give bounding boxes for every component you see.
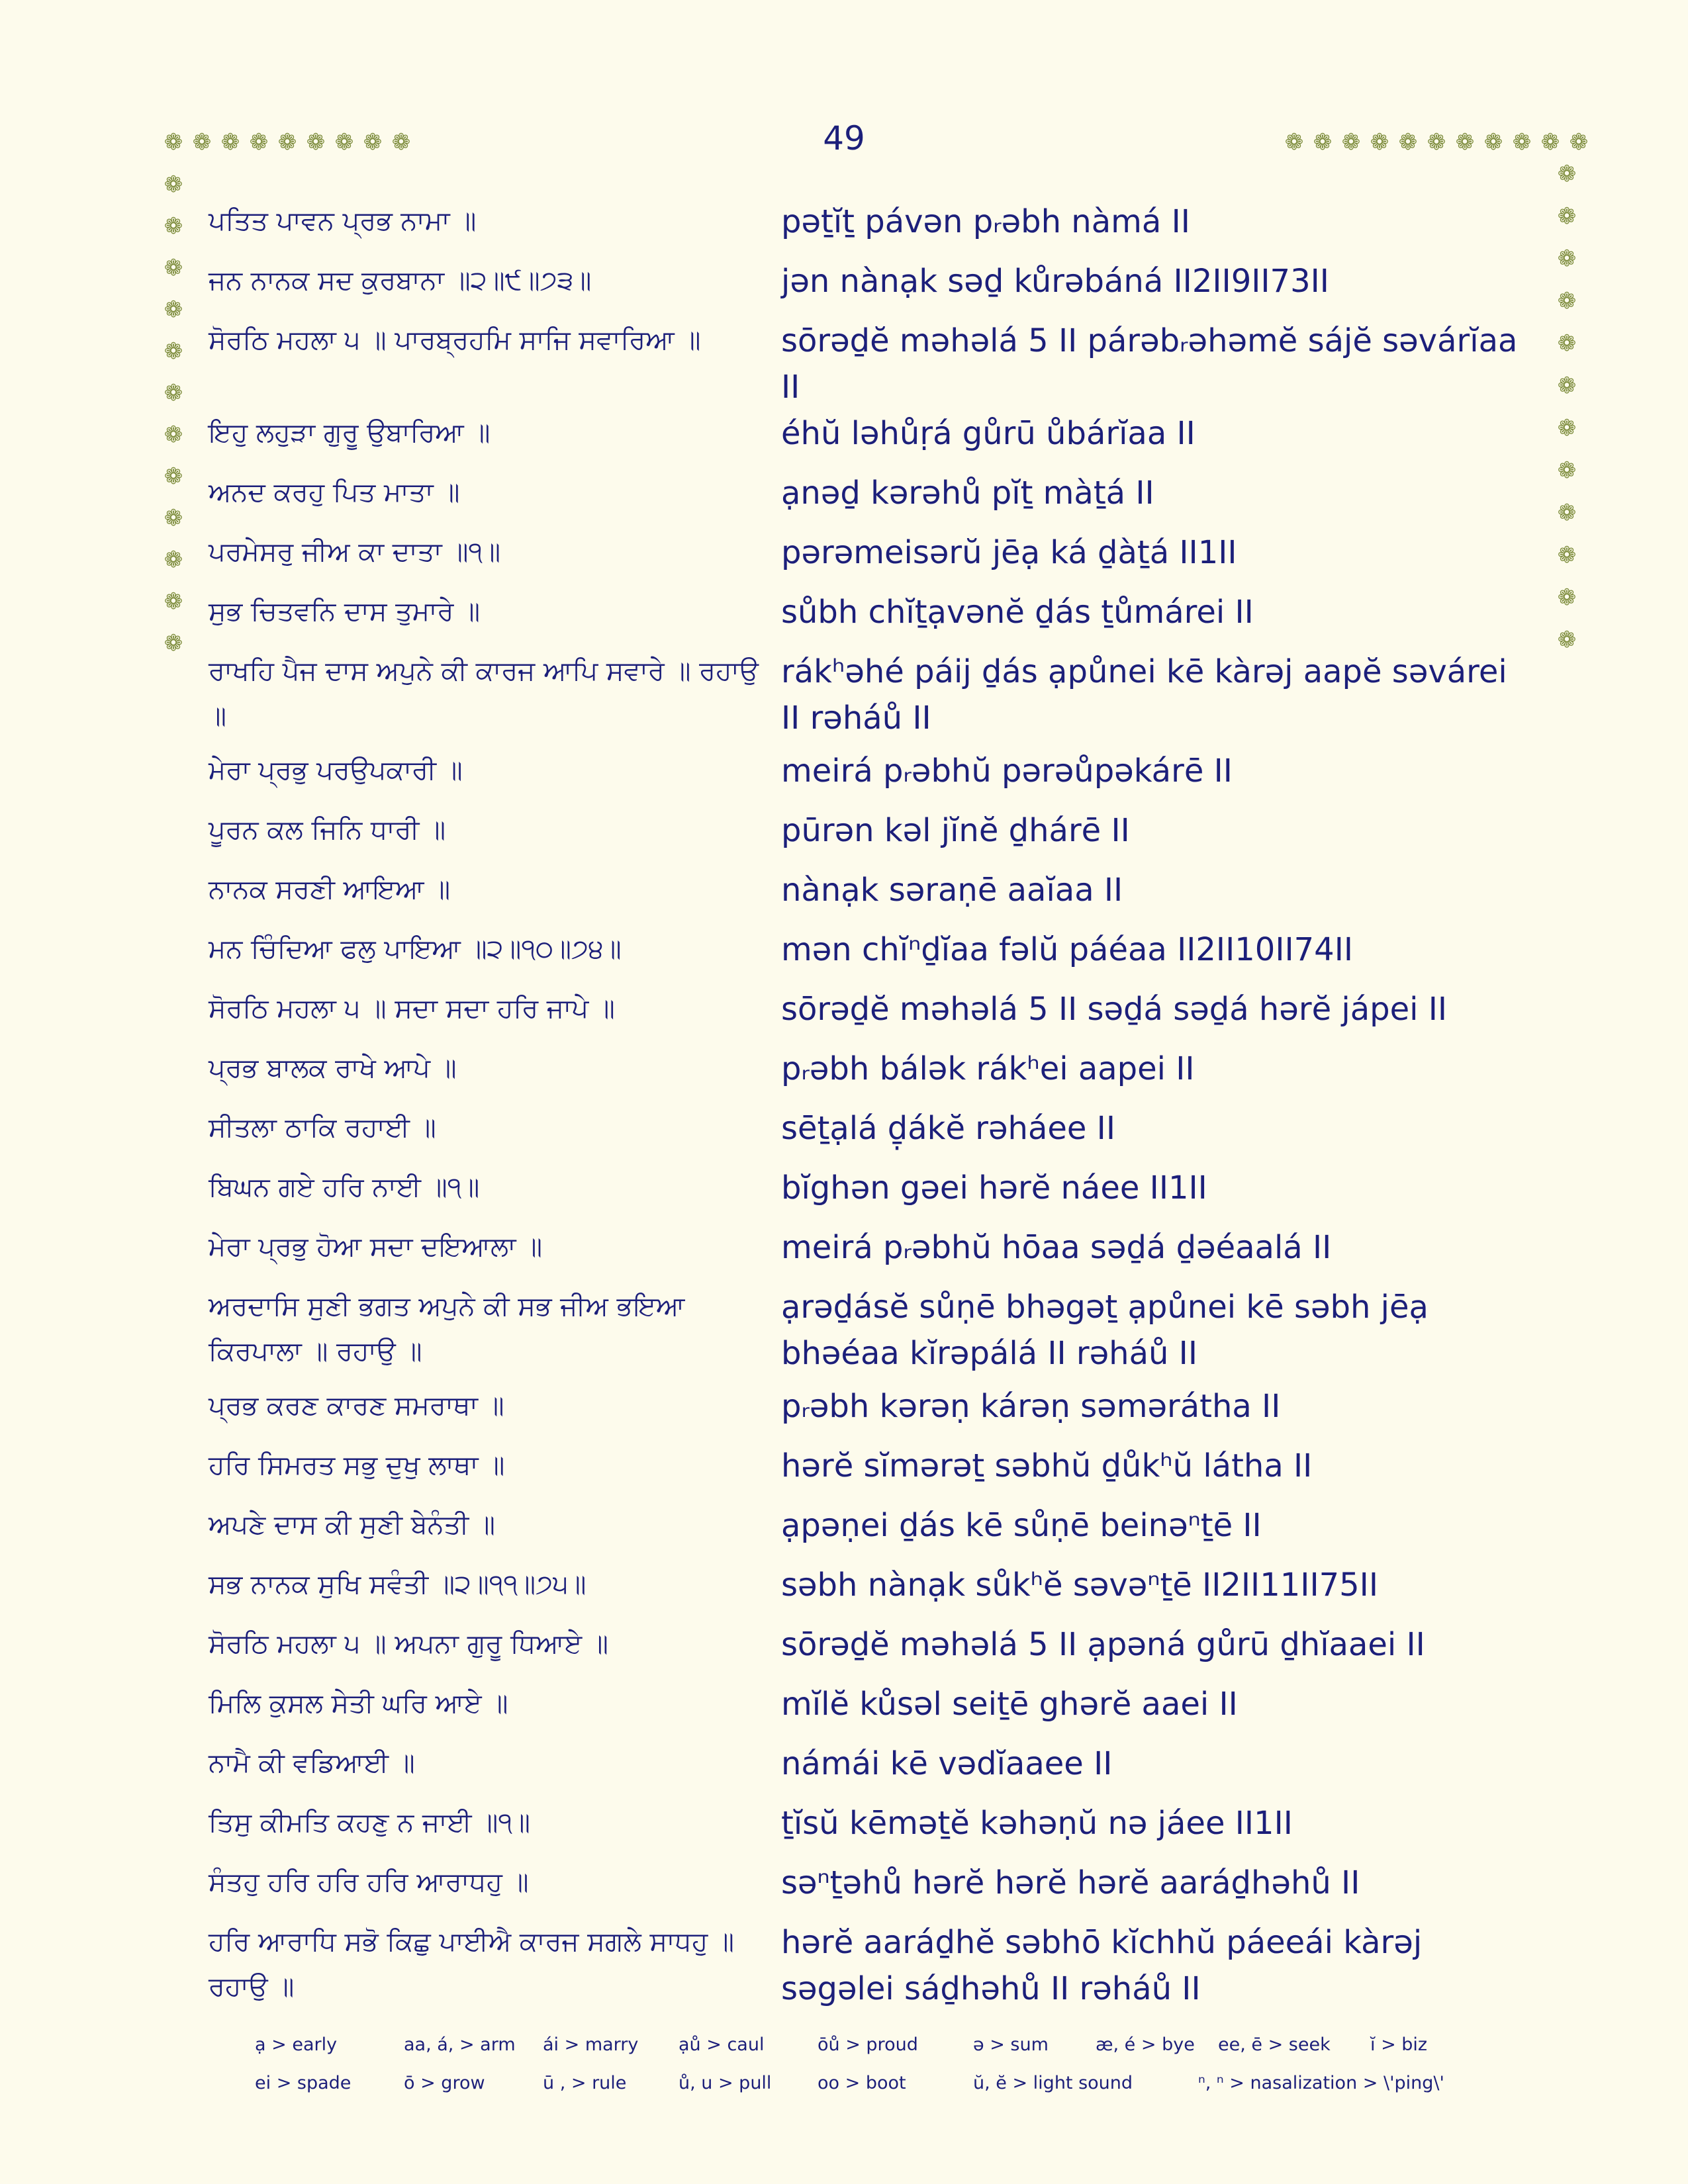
flower-ornament-icon: ❁ [1540, 129, 1560, 156]
flower-ornament-icon: ❁ [164, 213, 183, 240]
transliteration-text: səbh nànạk sůkʰĕ səvəⁿṯē II2II11II75II [781, 1567, 1378, 1604]
verse-row [209, 1502, 1539, 1562]
flower-ornament-icon: ❁ [164, 296, 183, 323]
flower-ornament-icon: ❁ [1557, 542, 1577, 569]
verse-row [209, 1741, 1539, 1800]
flower-ornament-icon: ❁ [1557, 246, 1577, 272]
flower-ornament-icon: ❁ [164, 630, 183, 657]
verse-row [209, 1046, 1539, 1105]
flower-ornament-icon: ❁ [164, 463, 183, 490]
flower-ornament-icon: ❁ [1284, 129, 1304, 156]
verse-row [209, 1105, 1539, 1165]
transliteration-text: pᵣəbh bálək rákʰei aapei II [781, 1050, 1195, 1087]
flower-ornament-icon: ❁ [249, 129, 269, 156]
gurmukhi-text: ਸੋਰਠਿ ਮਹਲਾ ੫ ॥ ਪਾਰਬ੍ਰਹਮਿ ਸਾਜਿ ਸਵਾਰਿਆ ॥ [209, 325, 701, 355]
gurmukhi-text: ਸੰਤਹੁ ਹਰਿ ਹਰਿ ਹਰਿ ਆਰਾਧਹੁ ॥ [209, 1867, 529, 1897]
ornament-column-left [162, 173, 185, 655]
verse-row [209, 1284, 1539, 1383]
flower-ornament-icon: ❁ [164, 255, 183, 281]
legend-item: ái > marry [543, 2034, 639, 2055]
transliteration-text: səⁿṯəhů hərĕ hərĕ hərĕ aaráḏhəhů II [781, 1864, 1360, 1901]
verse-row [209, 1165, 1539, 1224]
legend-item: oo > boot [818, 2072, 906, 2093]
legend-item: ei > spade [255, 2072, 352, 2093]
transliteration-text: sōrəḏĕ məhəlá 5 II párəbᵣəhəmĕ sájĕ səvárĭaa II [781, 322, 1518, 406]
flower-ornament-icon: ❁ [363, 129, 383, 156]
gurmukhi-text: ਪ੍ਰਭ ਬਾਲਕ ਰਾਖੇ ਆਪੇ ॥ [209, 1053, 457, 1083]
verse-row [209, 258, 1539, 318]
transliteration-text: meirá pᵣəbhŭ hōaa səḏá ḏəéaalá II [781, 1229, 1332, 1266]
flower-ornament-icon: ❁ [1313, 129, 1333, 156]
flower-ornament-icon: ❁ [1557, 627, 1577, 653]
verse-row [209, 199, 1539, 258]
transliteration-text: bĭghən gəei hərĕ náee II1II [781, 1169, 1207, 1206]
gurmukhi-text: ਸੀਤਲਾ ਠਾਕਿ ਰਹਾਈ ॥ [209, 1113, 436, 1143]
legend-item: ạů > caul [679, 2034, 765, 2055]
ornament-row-top-left [162, 131, 412, 154]
flower-ornament-icon: ❁ [1557, 330, 1577, 357]
verse-row [209, 807, 1539, 867]
gurmukhi-text: ਨਾਨਕ ਸਰਣੀ ਆਇਆ ॥ [209, 874, 451, 905]
verse-row [209, 1800, 1539, 1860]
gurmukhi-text: ਮੇਰਾ ਪ੍ਰਭੁ ਪਰਉਪਕਾਰੀ ॥ [209, 755, 463, 786]
gurmukhi-text: ਤਿਸੁ ਕੀਮਤਿ ਕਹਣੁ ਨ ਜਾਈ ॥੧॥ [209, 1807, 531, 1838]
flower-ornament-icon: ❁ [192, 129, 212, 156]
transliteration-text: ṯĭsŭ kēməṯĕ kəhəṇŭ nə jáee II1II [781, 1805, 1293, 1842]
verse-row [209, 1224, 1539, 1284]
transliteration-text: hərĕ aaráḏhĕ səbhō kĭchhŭ páeeái kàrəj səgəlei sáḏhəhů II rəháů II [781, 1924, 1423, 2007]
gurmukhi-text: ਇਹੁ ਲਹੁੜਾ ਗੁਰੂ ਉਬਾਰਿਆ ॥ [209, 418, 491, 448]
flower-ornament-icon: ❁ [1483, 129, 1503, 156]
legend-row [255, 2064, 1479, 2102]
flower-ornament-icon: ❁ [1557, 500, 1577, 526]
transliteration-text: ạpəṇei ḏás kē sůṇē beinəⁿṯē II [781, 1507, 1262, 1544]
flower-ornament-icon: ❁ [1557, 584, 1577, 611]
gurmukhi-text: ਸੁਭ ਚਿਤਵਨਿ ਦਾਸ ਤੁਮਾਰੇ ॥ [209, 596, 481, 627]
verse-row [209, 986, 1539, 1046]
verse-row [209, 1860, 1539, 1919]
ornament-column-right [1556, 163, 1578, 651]
verse-row [209, 529, 1539, 589]
gurmukhi-text: ਮਨ ਚਿੰਦਿਆ ਫਲੁ ਪਾਇਆ ॥੨॥੧੦॥੭੪॥ [209, 934, 622, 964]
gurmukhi-text: ਸਭ ਨਾਨਕ ਸੁਖਿ ਸਵੰਤੀ ॥੨॥੧੧॥੭੫॥ [209, 1569, 586, 1600]
flower-ornament-icon: ❁ [334, 129, 354, 156]
verse-row [209, 927, 1539, 986]
transliteration-text: pərəmeisərŭ jēạ ká ḏàṯá II1II [781, 534, 1237, 571]
verse-row [209, 410, 1539, 470]
legend-item: ee, ē > seek [1218, 2034, 1331, 2055]
verse-row [209, 470, 1539, 529]
flower-ornament-icon: ❁ [1398, 129, 1418, 156]
gurmukhi-text: ਮਿਲਿ ਕੁਸਲ ਸੇਤੀ ਘਰਿ ਆਏ ॥ [209, 1688, 508, 1719]
transliteration-text: námái kē vədĭaaee II [781, 1745, 1113, 1782]
flower-ornament-icon: ❁ [1455, 129, 1475, 156]
flower-ornament-icon: ❁ [1512, 129, 1532, 156]
flower-ornament-icon: ❁ [1370, 129, 1389, 156]
flower-ornament-icon: ❁ [164, 338, 183, 365]
verse-row [209, 589, 1539, 649]
gurmukhi-text: ਅਰਦਾਸਿ ਸੁਣੀ ਭਗਤ ਅਪੁਨੇ ਕੀ ਸਭ ਜੀਅ ਭਇਆ ਕਿਰਪਾਲਾ ॥ ਰਹਾਉ ॥ [209, 1291, 685, 1367]
page-number: 49 [823, 119, 865, 158]
verse-row [209, 1562, 1539, 1621]
gurmukhi-text: ਪੂਰਨ ਕਲ ਜਿਨਿ ਧਾਰੀ ॥ [209, 815, 446, 845]
gurmukhi-text: ਜਨ ਨਾਨਕ ਸਦ ਕੁਰਬਾਨਾ ॥੨॥੯॥੭੩॥ [209, 265, 592, 296]
flower-ornament-icon: ❁ [220, 129, 240, 156]
flower-ornament-icon: ❁ [1569, 129, 1589, 156]
transliteration-text: pəṯĭṯ pávən pᵣəbh nàmá II [781, 203, 1190, 240]
gurmukhi-text: ਪਤਿਤ ਪਾਵਨ ਪ੍ਰਭ ਨਾਮਾ ॥ [209, 206, 477, 236]
gurmukhi-text: ਨਾਮੈ ਕੀ ਵਡਿਆਈ ॥ [209, 1748, 415, 1778]
legend-item: ōů > proud [818, 2034, 918, 2055]
pronunciation-legend [255, 2025, 1479, 2102]
verse-row [209, 1919, 1539, 2019]
flower-ornament-icon: ❁ [164, 129, 183, 156]
legend-item: æ, é > bye [1096, 2034, 1195, 2055]
legend-item: ə > sum [973, 2034, 1049, 2055]
flower-ornament-icon: ❁ [1557, 288, 1577, 314]
legend-item: ⁿ, ⁿ > nasalization > \'ping\' [1198, 2072, 1444, 2093]
legend-item: ů, u > pull [679, 2072, 772, 2093]
gurmukhi-text: ਸੋਰਠਿ ਮਹਲਾ ੫ ॥ ਅਪਨਾ ਗੁਰੂ ਧਿਆਏ ॥ [209, 1629, 608, 1659]
verse-row [209, 1443, 1539, 1502]
flower-ornament-icon: ❁ [1427, 129, 1446, 156]
transliteration-text: pᵣəbh kərəṇ kárəṇ səmərátha II [781, 1388, 1281, 1425]
transliteration-text: ạrəḏásĕ sůṇē bhəgəṯ ạpůnei kē səbh jēạ bhəéaa kĭrəpálá II rəháů II [781, 1289, 1429, 1372]
transliteration-text: ạnəḏ kərəhů pĭṯ màṯá II [781, 475, 1154, 512]
flower-ornament-icon: ❁ [164, 380, 183, 406]
flower-ornament-icon: ❁ [391, 129, 411, 156]
gurmukhi-text: ਅਨਦ ਕਰਹੁ ਪਿਤ ਮਾਤਾ ॥ [209, 477, 460, 508]
flower-ornament-icon: ❁ [164, 171, 183, 198]
transliteration-text: mĭlĕ kůsəl seiṯē ghərĕ aaei II [781, 1686, 1238, 1723]
legend-row [255, 2025, 1479, 2064]
flower-ornament-icon: ❁ [164, 422, 183, 448]
transliteration-text: mən chĭⁿḏĭaa fəlŭ páéaa II2II10II74II [781, 931, 1354, 968]
flower-ornament-icon: ❁ [164, 547, 183, 573]
gurmukhi-text: ਬਿਘਨ ਗਏ ਹਰਿ ਨਾਈ ॥੧॥ [209, 1172, 480, 1203]
transliteration-text: sōrəḏĕ məhəlá 5 II səḏá səḏá hərĕ jápei II [781, 991, 1448, 1028]
flower-ornament-icon: ❁ [1557, 203, 1577, 230]
transliteration-text: pūrən kəl jĭnĕ ḏhárē II [781, 812, 1130, 849]
verse-row [209, 867, 1539, 927]
legend-item: ĭ > biz [1370, 2034, 1428, 2055]
flower-ornament-icon: ❁ [306, 129, 326, 156]
transliteration-text: sůbh chĭṯạvənĕ ḏás ṯůmárei II [781, 594, 1254, 631]
flower-ornament-icon: ❁ [164, 505, 183, 531]
transliteration-text: éhŭ ləhůṛá gůrū ůbárĭaa II [781, 415, 1196, 452]
verse-row [209, 649, 1539, 748]
gurmukhi-text: ਪ੍ਰਭ ਕਰਣ ਕਾਰਣ ਸਮਰਾਥਾ ॥ [209, 1390, 504, 1421]
flower-ornament-icon: ❁ [164, 588, 183, 615]
flower-ornament-icon: ❁ [277, 129, 297, 156]
gurmukhi-text: ਅਪਣੇ ਦਾਸ ਕੀ ਸੁਣੀ ਬੇਨੰਤੀ ॥ [209, 1510, 495, 1540]
transliteration-text: sōrəḏĕ məhəlá 5 II ạpəná gůrū ḏhĭaaei II [781, 1626, 1425, 1663]
transliteration-text: sēṯạlá ḏ̣ákĕ rəháee II [781, 1110, 1115, 1147]
verse-row [209, 748, 1539, 807]
legend-item: aa, á, > arm [404, 2034, 516, 2055]
transliteration-text: nànạk səraṇē aaĭaa II [781, 872, 1123, 909]
gurmukhi-text: ਹਰਿ ਆਰਾਧਿ ਸਭੋ ਕਿਛੁ ਪਾਈਐ ਕਾਰਜ ਸਗਲੇ ਸਾਧਹੁ ॥ ਰਹਾਉ ॥ [209, 1927, 734, 2002]
flower-ornament-icon: ❁ [1557, 373, 1577, 399]
transliteration-text: hərĕ sĭmərəṯ səbhŭ ḏůkʰŭ látha II [781, 1447, 1313, 1484]
transliteration-text: meirá pᵣəbhŭ pərəůpəkárē II [781, 752, 1233, 790]
gurmukhi-text: ਹਰਿ ਸਿਮਰਤ ਸਭੁ ਦੁਖੁ ਲਾਥਾ ॥ [209, 1450, 505, 1480]
flower-ornament-icon: ❁ [1341, 129, 1361, 156]
gurmukhi-text: ਪਰਮੇਸਰੁ ਜੀਅ ਕਾ ਦਾਤਾ ॥੧॥ [209, 537, 501, 567]
verse-list [209, 199, 1539, 2019]
legend-item: ŭ, ĕ > light sound [973, 2072, 1133, 2093]
ornament-row-top-right [1283, 131, 1590, 154]
legend-item: ū , > rule [543, 2072, 627, 2093]
transliteration-text: rákʰəhé páij ḏás ạpůnei kē kàrəj aapĕ səvárei II rəháů II [781, 653, 1507, 737]
gurmukhi-text: ਸੋਰਠਿ ਮਹਲਾ ੫ ॥ ਸਦਾ ਸਦਾ ਹਰਿ ਜਾਪੇ ॥ [209, 993, 615, 1024]
transliteration-text: jən nànạk səḏ kůrəbáná II2II9II73II [781, 263, 1329, 300]
legend-item: ō > grow [404, 2072, 485, 2093]
flower-ornament-icon: ❁ [1557, 161, 1577, 187]
verse-row [209, 1621, 1539, 1681]
verse-row [209, 318, 1539, 410]
legend-item: ạ > early [255, 2034, 338, 2055]
flower-ornament-icon: ❁ [1557, 457, 1577, 484]
gurmukhi-text: ਰਾਖਹਿ ਪੈਜ ਦਾਸ ਅਪੁਨੇ ਕੀ ਕਾਰਜ ਆਪਿ ਸਵਾਰੇ ॥ ਰਹਾਉ ॥ [209, 656, 759, 731]
flower-ornament-icon: ❁ [1557, 415, 1577, 441]
verse-row [209, 1383, 1539, 1443]
verse-row [209, 1681, 1539, 1741]
gurmukhi-text: ਮੇਰਾ ਪ੍ਰਭੁ ਹੋਆ ਸਦਾ ਦਇਆਲਾ ॥ [209, 1232, 543, 1262]
